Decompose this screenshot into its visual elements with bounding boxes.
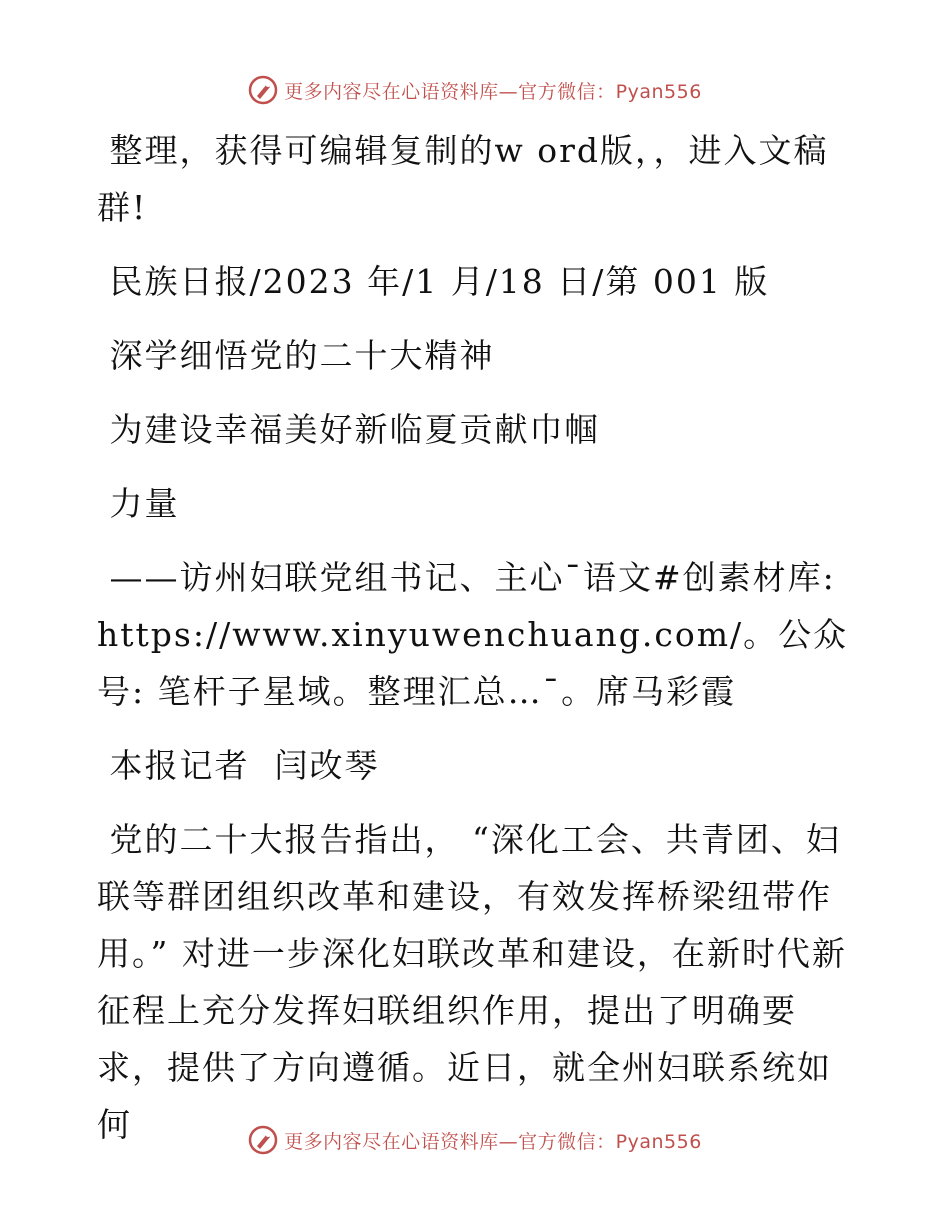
headline-line-3: 力量 <box>97 484 180 523</box>
headline-line-2: 为建设幸福美好新临夏贡献巾帼 <box>97 410 600 449</box>
header-watermark-banner <box>0 70 950 110</box>
reporter-byline: 本报记者 闫改琴 <box>97 746 380 785</box>
publication-line: 民族日报/2023 年/1 月/18 日/第 001 版 <box>97 262 770 301</box>
watermark-text: 更多内容尽在心语资料库—官方微信：Pyan556 <box>284 80 702 103</box>
intro-note: 整理，获得可编辑复制的w ord版，，进入文稿群! <box>97 131 829 227</box>
body-paragraph: 党的二十大报告指出， “深化工会、共青团、妇联等群团组织改革和建设，有效发挥桥梁纽带作用。” 对进一步深化妇联改革和建设，在新时代新征程上充分发挥妇联组织作用，提出了明确要求，提供了方向遵循。近日，就全州妇联系统如何 <box>97 820 847 1144</box>
document-body <box>97 122 857 1170</box>
pen-nib-logo-icon <box>248 75 278 105</box>
footer-watermark-banner <box>0 1120 950 1160</box>
headline-line-1: 深学细悟党的二十大精神 <box>97 336 495 375</box>
pen-nib-logo-icon <box>248 1125 278 1155</box>
subheadline: ——访州妇联党组书记、主心¯语文#创素材库:https://www.xinyuwenchuang.com/。公众号: 笔杆子星域。整理汇总…¯。席马彩霞 <box>97 558 849 711</box>
watermark-text: 更多内容尽在心语资料库—官方微信：Pyan556 <box>284 1130 702 1153</box>
